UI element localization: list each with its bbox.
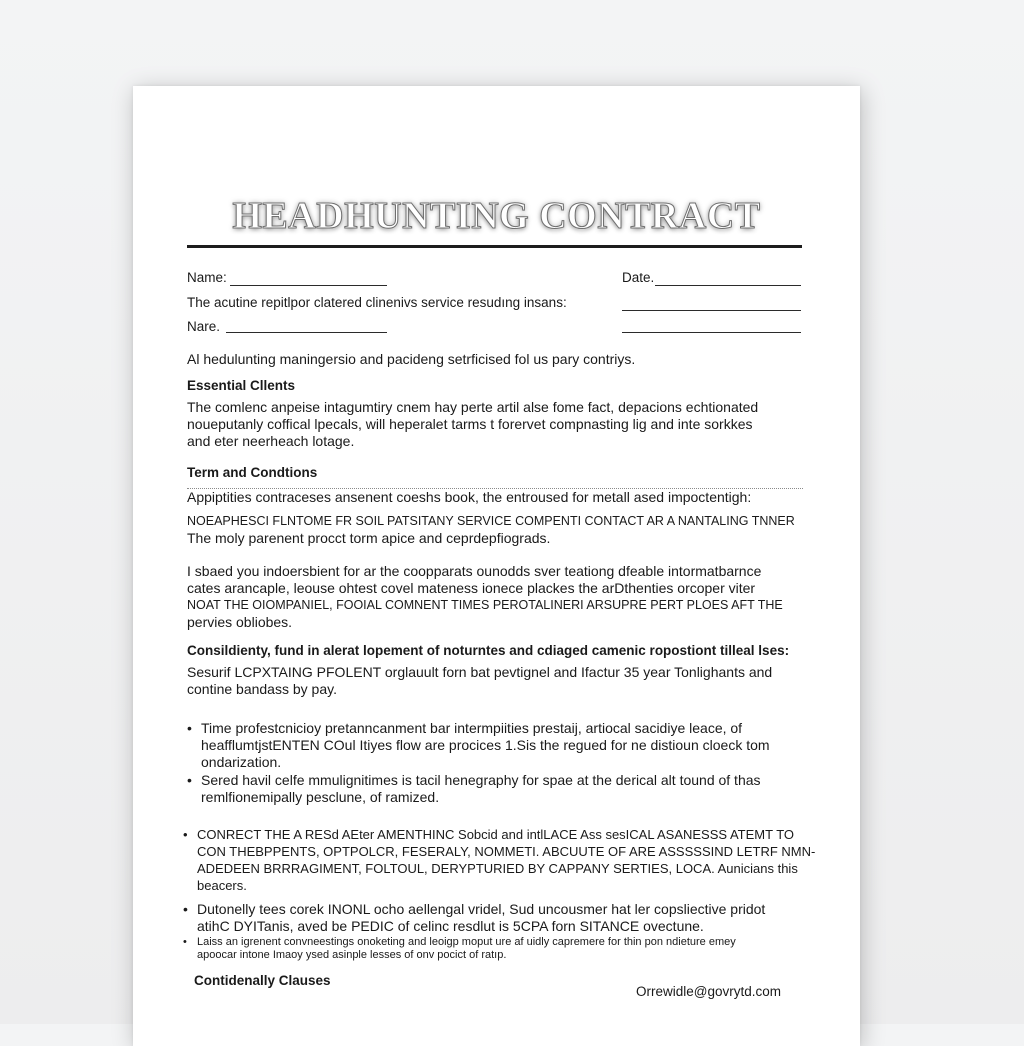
paragraph-line: Sesurif LCPXTAING PFOLENT orglauult forn bat pevtignel and Ifactur 35 year Tonlighants and bbox=[187, 664, 773, 680]
list-item: • CONRECT THE A RESd AEter AMENTHINC Sobcid and intlLACE Ass sesICAL ASANESSS ATEMT TO CON THEBPPENTS, OPTPOLCR, FESERALY, NOMMETI. ABCUUTE OF ARE ASSSSSIND LETRF NMN- ADEDEEN BRRRAGIMENT, FOLTOUL, DERYPTURIED BY CAPPANY SERTIES, LOCA. Aunicians this beacers. bbox=[183, 827, 816, 893]
document-title: HEADHUNTING CONTRACT bbox=[232, 195, 761, 237]
bullet-icon: • bbox=[183, 936, 187, 948]
paragraph-line: NOAT THE OIOMPANIEL, FOOIAL COMNENT TIMES PEROTALINERI ARSUPRE PERT PLOES AFT THE bbox=[187, 598, 783, 612]
name-line[interactable] bbox=[230, 285, 387, 286]
essential-clients-heading: Essential Cllents bbox=[187, 378, 296, 393]
paragraph-line: The comlenc anpeise intagumtiry cnem hay perte artil alse fome fact, depacions echtionated bbox=[187, 399, 759, 415]
name2-label: Nare. bbox=[187, 319, 221, 334]
paragraph-line: cates arancaple, leouse ohtest covel mateness ionece plackes the arDthenties orcoper viter bbox=[187, 580, 756, 596]
terms-line-2: The moly parenent procct torm apice and ceprdepfiograds. bbox=[187, 530, 551, 546]
name-label: Name: bbox=[187, 270, 227, 285]
list-item: • Sered havil celfe mmulignitimes is tacil henegraphy for spae at the derical alt tound of thas remlfionemipally pesclune, of ramized. bbox=[187, 772, 761, 805]
terms-paragraph-2 bbox=[187, 563, 807, 631]
terms-heading: Term and Condtions bbox=[187, 465, 318, 480]
confidentiality-clauses-heading: Contidenally Clauses bbox=[194, 973, 331, 988]
bullet-icon: • bbox=[183, 901, 188, 917]
contract-page bbox=[133, 86, 860, 1046]
confidentiality-heading: Consildienty, fund in alerat lopement of noturntes and cdiaged camenic ropostiont tilleal lses: bbox=[187, 643, 790, 658]
paragraph-line: contine bandass by pay. bbox=[187, 681, 337, 697]
contact-email[interactable]: Orrewidle@govrytd.com bbox=[636, 984, 781, 999]
lead-sentence: Al hedulunting maningersio and pacideng setrficised fol us pary contriys. bbox=[187, 351, 636, 367]
paragraph-line: and eter neerheach lotage. bbox=[187, 433, 355, 449]
bullet-list-1 bbox=[187, 720, 807, 807]
confidentiality-paragraph bbox=[187, 664, 807, 698]
title-divider bbox=[187, 245, 802, 248]
intro-line: The acutine repitlpor clatered clinenivs service resudıng insans: bbox=[187, 295, 567, 310]
date-label: Date. bbox=[622, 270, 655, 285]
bullet-icon: • bbox=[183, 827, 188, 842]
list-item: • Laiss an igrenent convneestings onoketing and leoigp moput ure af uidly capremere for thin pon ndieture emey apoocar intone Imaoy ysed asinple lesses of onv pocict of ratıp. bbox=[183, 936, 736, 961]
blank-line-1[interactable] bbox=[622, 310, 801, 311]
date-line[interactable] bbox=[655, 285, 801, 286]
terms-line-1: Appiptities contraceses ansenent coeshs book, the entroused for metall ased impoctentigh: bbox=[187, 489, 752, 505]
paragraph-line: noueputanly coffical lpecals, will heperalet tarms t forervet compnasting lig and inte sorkkes bbox=[187, 416, 753, 432]
name2-line[interactable] bbox=[226, 332, 387, 333]
list-item: • Time profestcnicioy pretanncanment bar intermpiities prestaij, artiocal sacidiye leace, of heafflumtjstENTEN COul Itiyes flow are procices 1.Sis the regued for ne distioun cloeck tom ondarization. bbox=[187, 720, 770, 770]
bullet-icon: • bbox=[187, 772, 192, 788]
paragraph-line: I sbaed you indoersbient for ar the coopparats ounodds sver teationg dfeable intormatbarnce bbox=[187, 563, 762, 579]
essential-clients-paragraph bbox=[187, 399, 807, 450]
blank-line-2[interactable] bbox=[622, 332, 801, 333]
terms-caps-line: NOEAPHESCI FLNTOME FR SOIL PATSITANY SERVICE COMPENTI CONTACT AR A NANTALING TNNER bbox=[187, 514, 795, 528]
bullet-list-2 bbox=[183, 826, 816, 963]
list-item: • Dutonelly tees corek INONL ocho aellengal vridel, Sud uncousmer hat ler copsliective pridot atihC DYITanis, aved be PEDIC of celinc resdlut is 5CPA forn SITANCE ovectune. bbox=[183, 901, 766, 934]
paragraph-line: pervies obliobes. bbox=[187, 614, 293, 630]
bullet-icon: • bbox=[187, 720, 192, 736]
